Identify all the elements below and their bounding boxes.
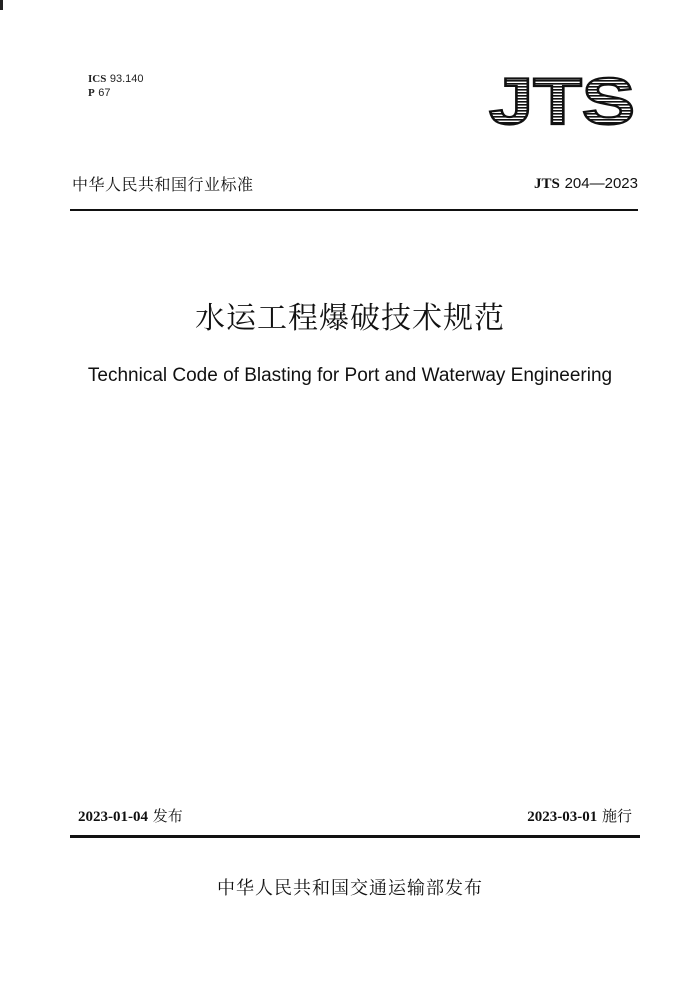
- issue-date-line: [78, 805, 183, 826]
- implement-date: 2023-03-01: [527, 809, 598, 825]
- issue-date: 2023-01-04: [78, 809, 148, 825]
- standard-category: 中华人民共和国行业标准: [72, 175, 254, 194]
- title-english: Technical Code of Blasting for Port and Waterway Engineering: [87, 365, 613, 386]
- classification-code: [88, 86, 110, 100]
- standard-number: [534, 174, 638, 193]
- logo-text: JTS: [489, 68, 635, 130]
- standard-prefix: JTS: [533, 176, 560, 192]
- implement-label: 施行: [601, 807, 632, 825]
- ics-key: ICS: [88, 73, 107, 85]
- title-chinese: 水运工程爆破技术规范: [195, 301, 505, 336]
- header-divider: [70, 209, 638, 211]
- issue-label: 发布: [152, 807, 183, 825]
- p-key: P: [88, 87, 95, 99]
- footer-divider: [70, 835, 640, 838]
- jts-logo: [486, 68, 638, 130]
- standard-code: 204—2023: [564, 175, 638, 192]
- implement-date-line: [527, 805, 632, 826]
- ics-code: [88, 72, 144, 86]
- p-value: 67: [98, 87, 111, 99]
- publisher: 中华人民共和国交通运输部发布: [217, 878, 483, 899]
- scan-edge-mark: [0, 0, 3, 10]
- ics-value: 93.140: [109, 73, 144, 85]
